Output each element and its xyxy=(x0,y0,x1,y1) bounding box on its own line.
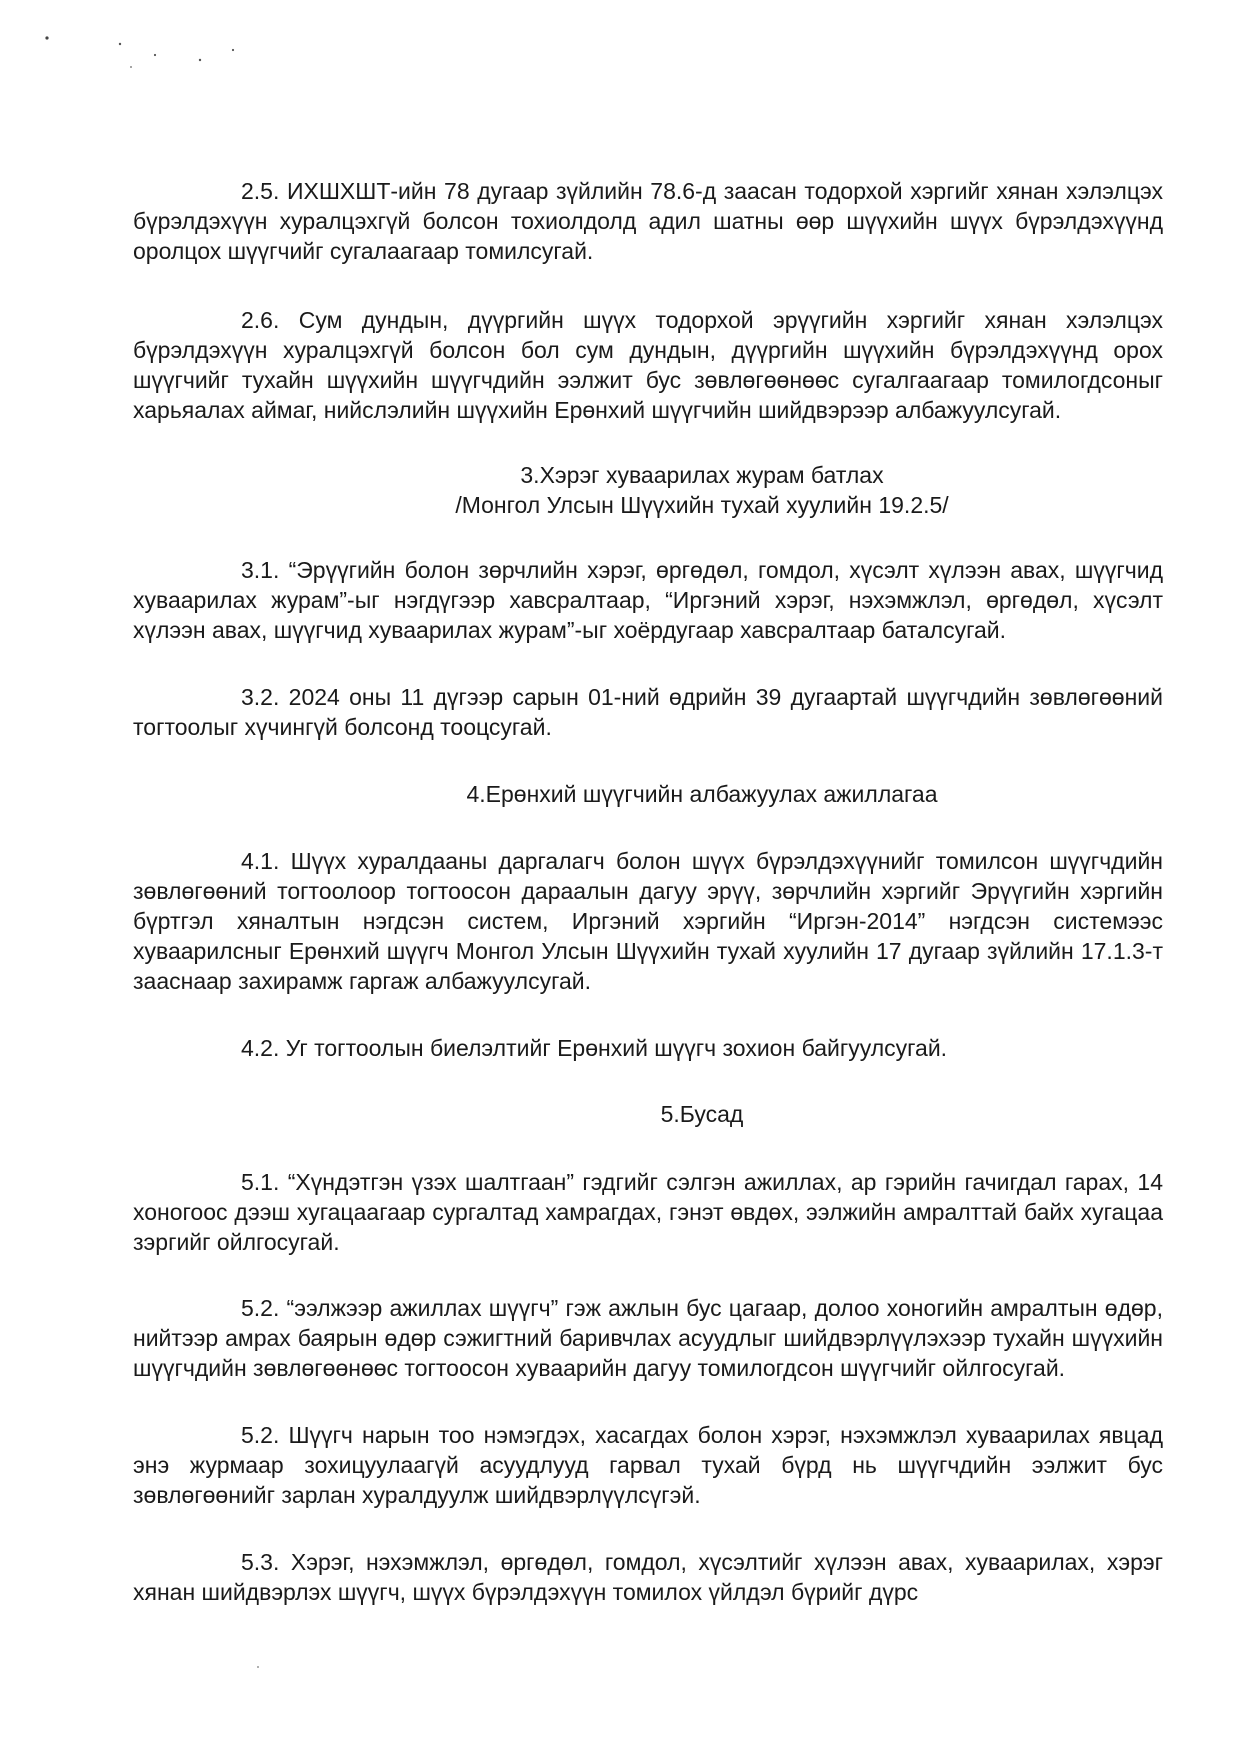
section-heading-3: 3.Хэрэг хуваарилах журам батлах xyxy=(520,462,884,488)
document-body xyxy=(133,176,1163,1607)
paragraph-4-2: 4.2. Уг тогтоолын биелэлтийг Ерөнхий шүүгч зохион байгуулсугай. xyxy=(241,1035,948,1061)
paragraph-5-1: 5.1. “Хүндэтгэн үзэх шалтгаан” гэдгийг сэлгэн ажиллах, ар гэрийн гачигдал гарах, 14 хоногоос дээш хугацаагаар сургалтад хамрагдах, гэнэт өвдөх, ээлжийн амралттай байх хугацаа зэргийг ойлгосугай. xyxy=(133,1169,1163,1255)
paragraph-3-2: 3.2. 2024 оны 11 дүгээр сарын 01-ний өдрийн 39 дугаартай шүүгчдийн зөвлөгөөний тогтоолыг хүчингүй болсонд тооцсугай. xyxy=(133,684,1163,740)
paragraph-2-6: 2.6. Сум дундын, дүүргийн шүүх тодорхой эрүүгийн хэргийг хянан хэлэлцэх бүрэлдэхүүн хуралцэхгүй болсон бол сум дундын, дүүргийн шүүхийн бүрэлдэхүүнд орох шүүгчийг тухайн шүүхийн шүүгчдийн ээлжит бус зөвлөгөөнөөс сугалгаагаар томилогдсоныг харьяалах аймаг, нийслэлийн шүүхийн Ерөнхий шүүгчийн шийдвэрээр албажуулсугай. xyxy=(133,307,1163,423)
paragraph-5-2-a: 5.2. “ээлжээр ажиллах шүүгч” гэж ажлын бус цагаар, долоо хоногийн амралтын өдөр, нийтээр амрах баярын өдөр сэжигтний баривчлах асуудлыг шийдвэрлүүлэхээр тухайн шүүхийн шүүгчдийн зөвлөгөөнөөс тогтоосон хуваарийн дагуу томилогдсон шүүгчийг ойлгосугай. xyxy=(133,1295,1163,1381)
section-heading-5: 5.Бусад xyxy=(660,1101,744,1127)
paragraph-5-2-b: 5.2. Шүүгч нарын тоо нэмэгдэх, хасагдах болон хэрэг, нэхэмжлэл хуваарилах явцад энэ журмаар зохицуулаагүй асуудлууд гарвал тухай бүрд нь шүүгчдийн ээлжит бус зөвлөгөөнийг зарлан хуралдуулж шийдвэрлүүлсүгэй. xyxy=(133,1422,1163,1508)
paragraph-4-1: 4.1. Шүүх хуралдааны даргалагч болон шүүх бүрэлдэхүүнийг томилсон шүүгчдийн зөвлөгөөний тогтоолоор тогтоосон дараалын дагуу эрүү, зөрчлийн хэргийг Эрүүгийн хэргийн бүртгэл хяналтын нэгдсэн систем, Иргэний хэргийн “Иргэн-2014” нэгдсэн системээс хуваарилсныг Ерөнхий шүүгч Монгол Улсын Шүүхийн тухай хуулийн 17 дугаар зүйлийн 17.1.3-т зааснаар захирамж гаргаж албажуулсугай. xyxy=(133,848,1163,994)
paragraph-3-1: 3.1. “Эрүүгийн болон зөрчлийн хэрэг, өргөдөл, гомдол, хүсэлт хүлээн авах, шүүгчид хуваарилах журам”-ыг нэгдүгээр хавсралтаар, “Иргэний хэрэг, нэхэмжлэл, өргөдөл, хүсэлт хүлээн авах, шүүгчид хуваарилах журам”-ыг хоёрдугаар хавсралтаар баталсугай. xyxy=(133,557,1163,643)
paragraph-2-5: 2.5. ИХШХШТ-ийн 78 дугаар зүйлийн 78.6-д заасан тодорхой хэргийг хянан хэлэлцэх бүрэлдэхүүн хуралцэхгүй болсон тохиолдолд адил шатны өөр шүүхийн шүүх бүрэлдэхүүнд оролцох шүүгчийг сугалаагаар томилсугай. xyxy=(133,178,1163,264)
section-subheading-3: /Монгол Улсын Шүүхийн тухай хуулийн 19.2.5/ xyxy=(455,492,949,518)
section-heading-4: 4.Ерөнхий шүүгчийн албажуулах ажиллагаа xyxy=(466,781,938,807)
paragraph-5-3: 5.3. Хэрэг, нэхэмжлэл, өргөдөл, гомдол, хүсэлтийг хүлээн авах, хуваарилах, хэрэг хянан шийдвэрлэх шүүгч, шүүх бүрэлдэхүүн томилох үйлдэл бүрийг дүрс xyxy=(133,1549,1163,1605)
